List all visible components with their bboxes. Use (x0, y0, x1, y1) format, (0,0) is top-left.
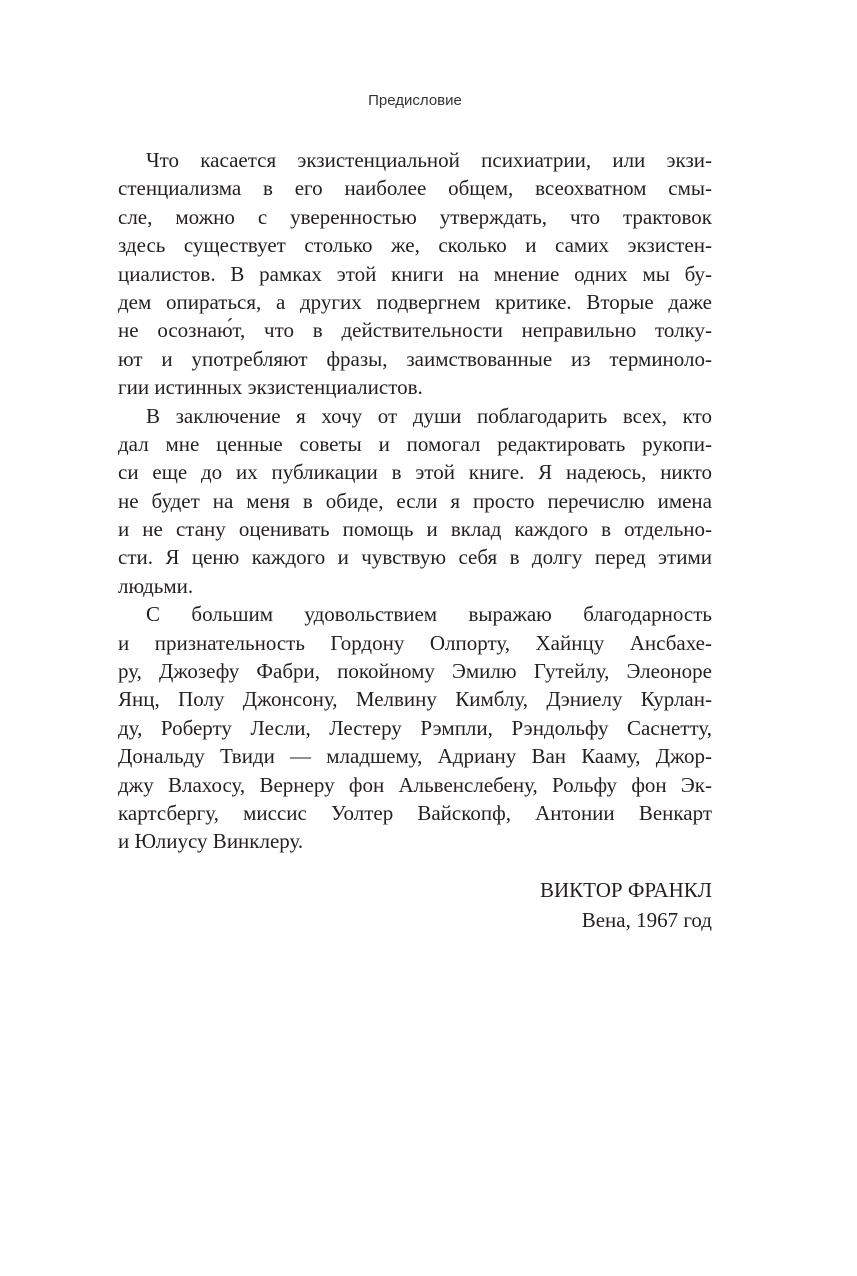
running-header: Предисловие (368, 92, 462, 109)
body-text (118, 146, 712, 856)
paragraph (118, 600, 712, 856)
text-line: людьми. (118, 573, 194, 598)
text-line: Янц, Полу Джонсону, Мелвину Кимблу, Дэниелу Курлан- (118, 687, 712, 712)
text-line: не будет на меня в обиде, если я просто перечислю имена (118, 488, 712, 513)
paragraph (118, 402, 712, 601)
text-line: ру, Джозефу Фабри, покойному Эмилю Гутейлу, Элеоноре (118, 659, 712, 684)
text-line: и не стану оценивать помощь и вклад каждого в отдельно- (118, 517, 712, 542)
text-line: и Юлиусу Винклеру. (118, 829, 304, 854)
signature-place-date: Вена, 1967 год (581, 908, 712, 932)
text-line: здесь существует столько же, сколько и самих экзистен- (118, 233, 712, 258)
text-line: В заключение я хочу от души поблагодарить всех, кто (146, 403, 712, 428)
text-line: циалистов. В рамках этой книги на мнение одних мы бу- (118, 261, 712, 286)
text-line: дем опираться, а других подвергнем критике. Вторые даже (118, 289, 712, 314)
text-line: ют и употребляют фразы, заимствованные из терминоло- (118, 346, 712, 371)
text-line: Дональду Твиди — младшему, Адриану Ван Кааму, Джор- (118, 744, 712, 769)
text-line: джу Влахосу, Вернеру фон Альвенслебену, Рольфу фон Эк- (118, 772, 712, 797)
text-line: Что касается экзистенциальной психиатрии, или экзи- (146, 148, 712, 172)
text-line: С большим удовольствием выражаю благодарность (146, 602, 712, 627)
text-line: гии истинных экзистенциалистов. (118, 375, 423, 400)
signature-author: ВИКТОР ФРАНКЛ (540, 878, 712, 902)
text-line: сти. Я ценю каждого и чувствую себя в долгу перед этими (118, 545, 712, 570)
paragraph (118, 146, 712, 402)
text-line: стенциализма в его наиболее общем, всеохватном смы- (118, 176, 712, 201)
text-line: не осознаю́т, что в действительности неправильно толку- (118, 318, 712, 343)
text-line: дал мне ценные советы и помогал редактировать рукопи- (118, 431, 712, 456)
text-line: си еще до их публикации в этой книге. Я надеюсь, никто (118, 460, 712, 485)
text-line: и признательность Гордону Олпорту, Хайнцу Ансбахе- (118, 630, 712, 655)
text-line: сле, можно с уверенностью утверждать, что трактовок (118, 204, 712, 229)
text-line: картсбергу, миссис Уолтер Вайскопф, Антонии Венкарт (118, 800, 712, 825)
text-line: ду, Роберту Лесли, Лестеру Рэмпли, Рэндольфу Саснетту, (118, 715, 712, 740)
